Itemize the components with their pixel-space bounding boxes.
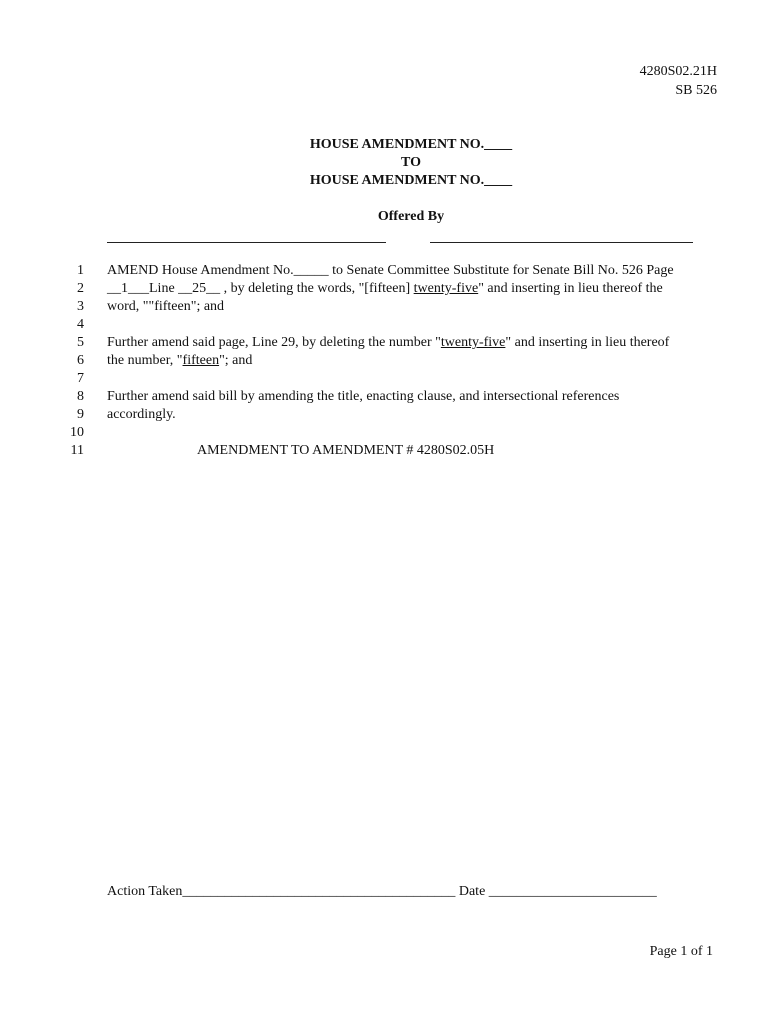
document-id: 4280S02.21H [639, 64, 717, 79]
line-number: 9 [77, 407, 84, 422]
line-text: accordingly. [107, 407, 176, 422]
line-text [107, 353, 252, 369]
line-number: 10 [70, 425, 84, 440]
district-signature-line [430, 242, 693, 243]
heading-house-amendment: HOUSE AMENDMENT NO.____ [309, 137, 513, 152]
line-text [107, 281, 663, 297]
line-text-part: " and inserting in lieu thereof [505, 335, 670, 350]
line-number: 2 [77, 281, 84, 296]
offered-by-label: Offered By [377, 209, 445, 224]
line-number: 4 [77, 317, 84, 332]
line-text-part: "; and [219, 353, 253, 368]
line-text: word, ""fifteen"; and [107, 299, 225, 314]
line-number: 5 [77, 335, 84, 350]
page-number: Page 1 of 1 [649, 944, 713, 959]
line-text-part: Further amend said page, Line 29, by deleting the number " [107, 335, 441, 350]
line-text-part: __1___Line __25__ , by deleting the words, "[fifteen] [107, 281, 414, 296]
line-number: 3 [77, 299, 84, 314]
sponsor-signature-line [107, 242, 386, 243]
line-number: 11 [70, 443, 84, 458]
amendment-reference: AMENDMENT TO AMENDMENT # 4280S02.05H [197, 443, 495, 458]
heading-to: TO [401, 155, 421, 170]
line-text-part: the number, " [107, 353, 183, 368]
line-text-part: " and inserting in lieu thereof the [478, 281, 663, 296]
inserted-text: twenty-five [440, 335, 506, 350]
line-text: Further amend said bill by amending the title, enacting clause, and intersectional references [107, 389, 620, 404]
line-number: 1 [77, 263, 84, 278]
inserted-text: twenty-five [413, 281, 479, 296]
action-taken-line: Action Taken_______________________________________ Date ________________________ [107, 884, 657, 899]
line-text [107, 335, 669, 351]
line-text: AMEND House Amendment No._____ to Senate Committee Substitute for Senate Bill No. 526 Page [107, 263, 674, 278]
line-number: 8 [77, 389, 84, 404]
line-number: 7 [77, 371, 84, 386]
heading-house-amendment-target: HOUSE AMENDMENT NO.____ [309, 173, 513, 188]
line-number: 6 [77, 353, 84, 368]
inserted-text: fifteen [182, 353, 220, 368]
bill-reference: SB 526 [675, 83, 717, 98]
